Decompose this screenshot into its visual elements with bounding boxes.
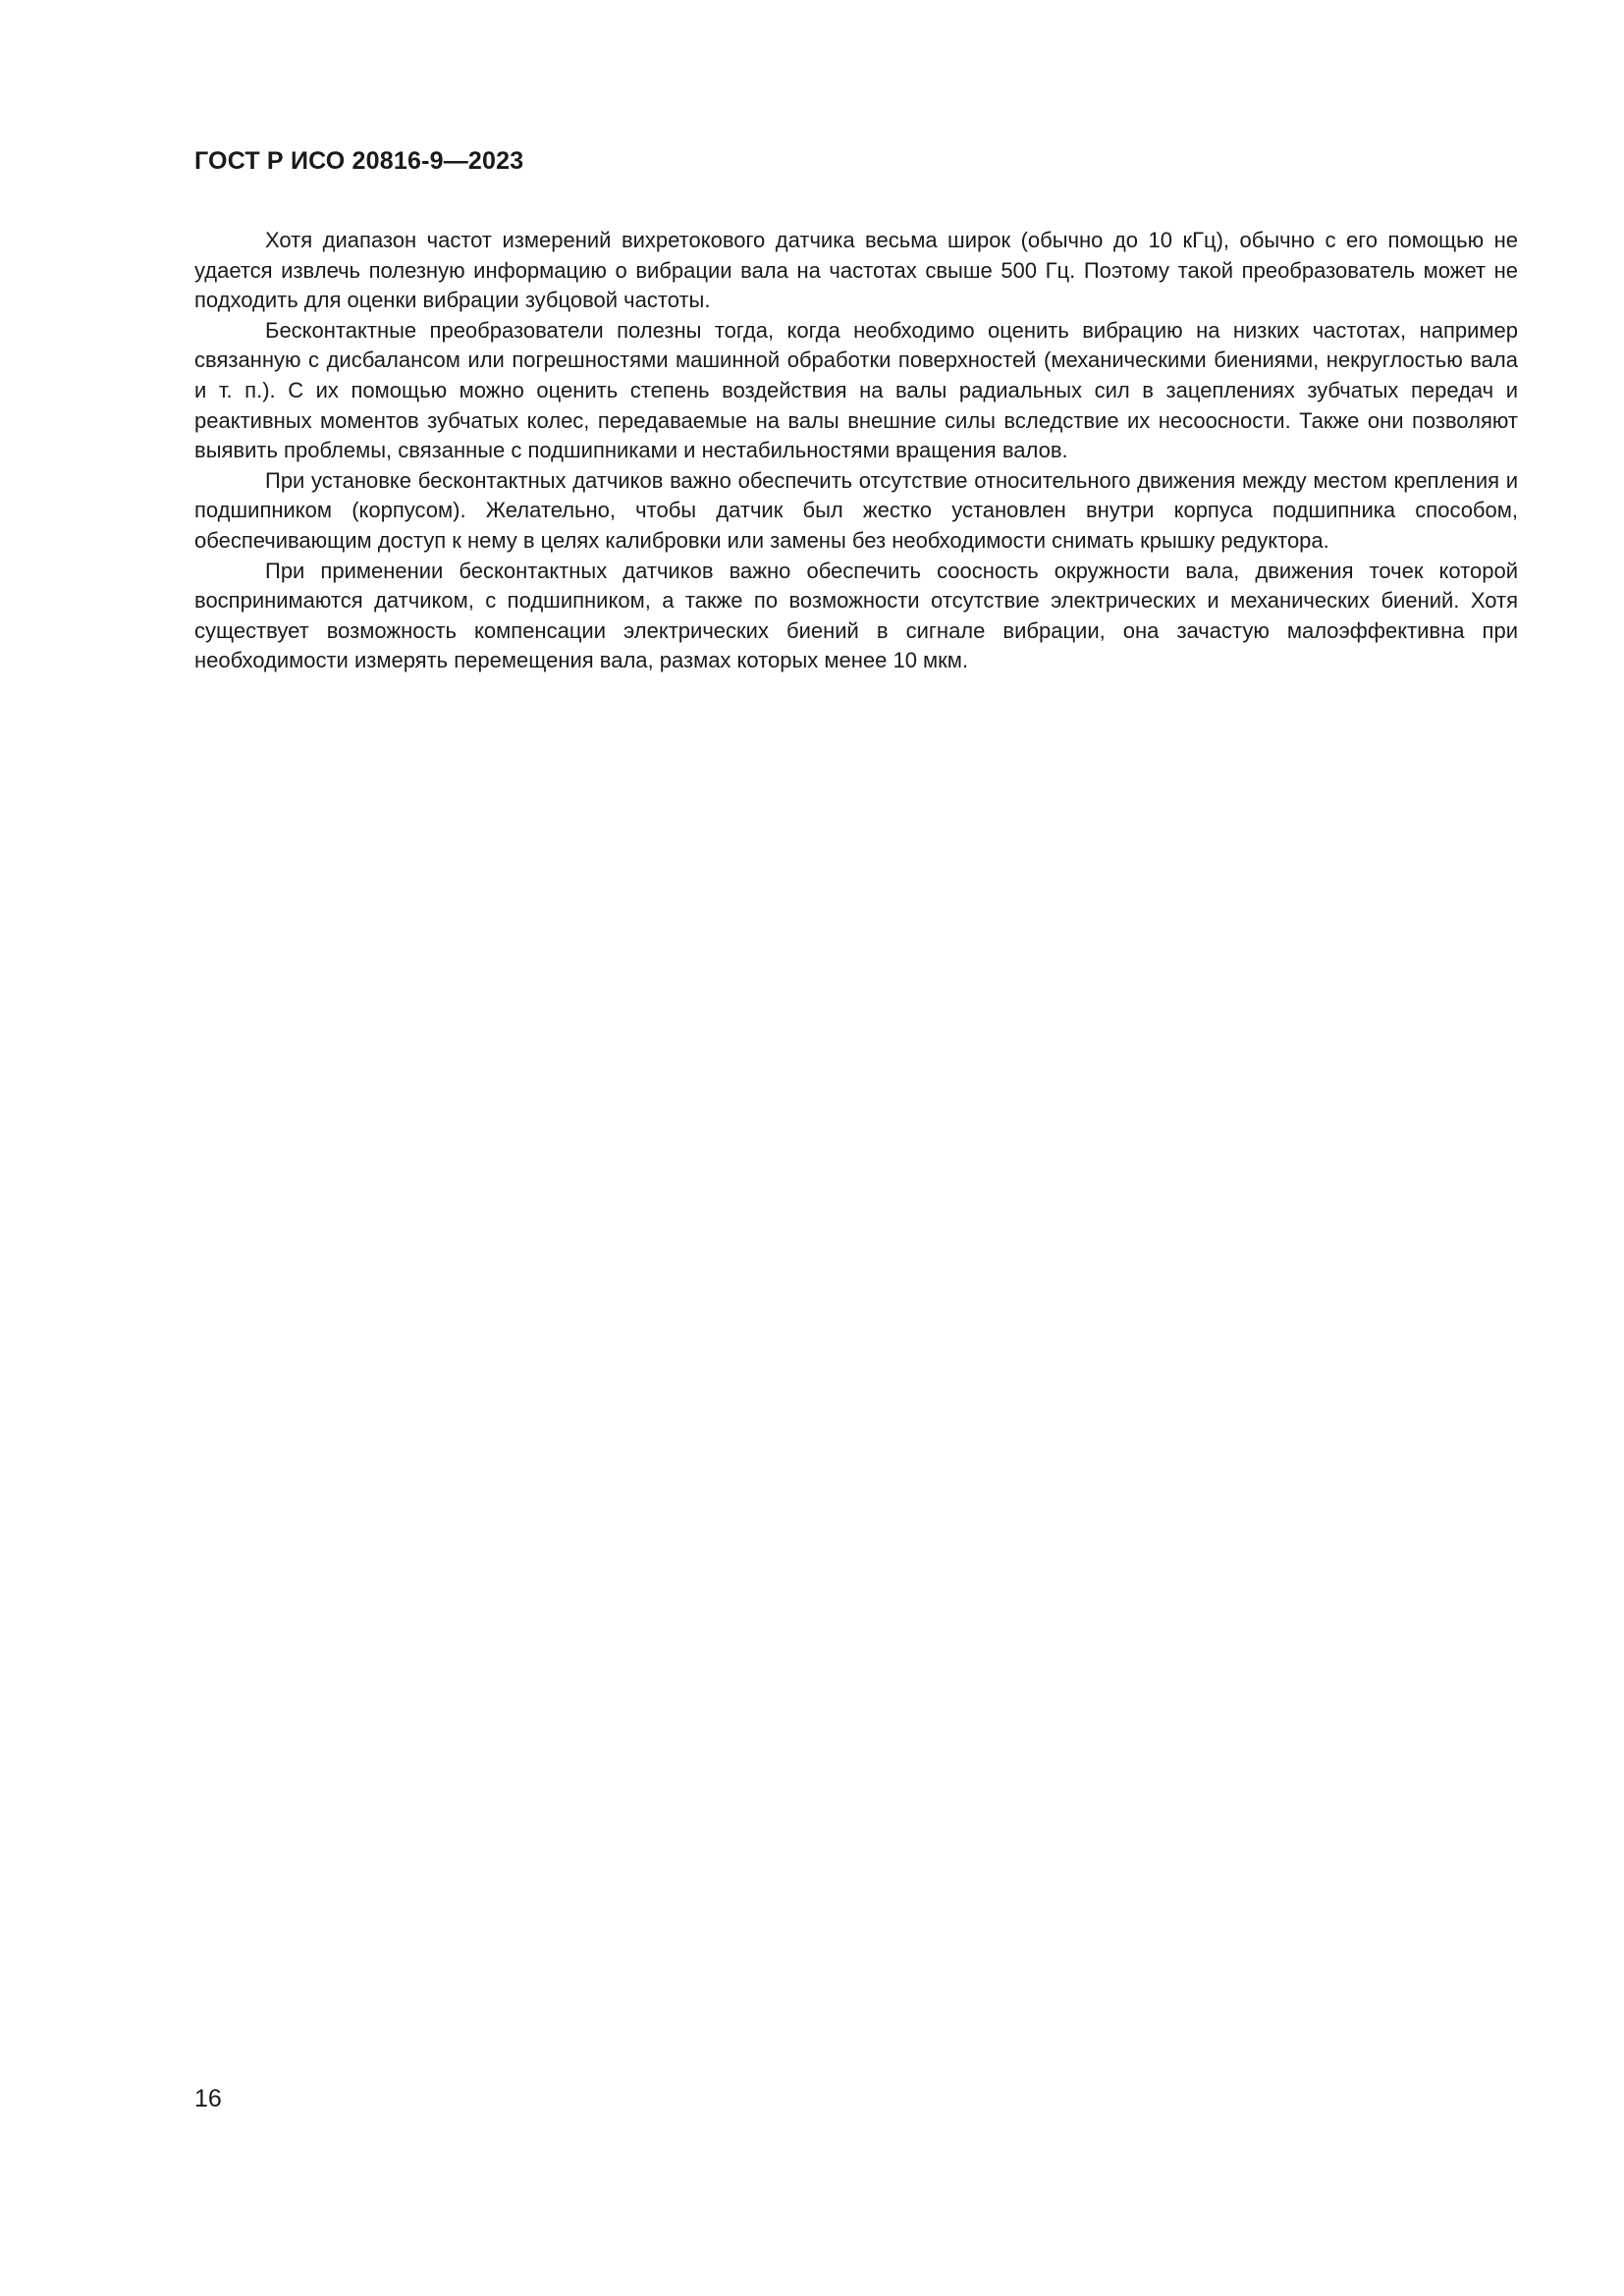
paragraph-sensor-mounting: При установке бесконтактных датчиков важно обеспечить отсутствие относительного движения между местом крепления и подшипником (корпусом). Желательно, чтобы датчик был жестко установлен внутри корпуса подшипника способом, обеспечивающим доступ к нему в целях калибровки или замены без необходимости снимать крышку редуктора. (194, 467, 1518, 553)
body-text (194, 226, 1518, 676)
paragraph-noncontact-usefulness: Бесконтактные преобразователи полезны тогда, когда необходимо оценить вибрацию на низких частотах, например связанную с дисбалансом или погрешностями машинной обработки поверхностей (механическими биениями, некруглостью вала и т. п.). С их помощью можно оценить степень воздействия на валы радиальных сил в зацеплениях зубчатых передач и реактивных моментов зубчатых колес, передаваемые на валы внешние силы вследствие их несоосности. Также они позволяют выявить проблемы, связанные с подшипниками и нестабильностями вращения валов. (194, 317, 1518, 463)
paragraph-eddy-current-range: Хотя диапазон частот измерений вихретокового датчика весьма широк (обычно до 10 кГц), обычно с его помощью не удается извлечь полезную информацию о вибрации вала на частотах свыше 500 Гц. Поэтому такой преобразователь может не подходить для оценки вибрации зубцовой частоты. (194, 228, 1518, 313)
paragraph-shaft-alignment: При применении бесконтактных датчиков важно обеспечить соосность окружности вала, движения точек которой воспринимаются датчиком, с подшипником, а также по возможности отсутствие электрических и механических биений. Хотя существует возможность компенсации электрических биений в сигнале вибрации, она зачастую малоэффективна при необходимости измерять перемещения вала, размах которых менее 10 мкм. (194, 558, 1518, 673)
page-number: 16 (194, 2085, 222, 2112)
standard-header: ГОСТ Р ИСО 20816-9—2023 (194, 147, 524, 175)
